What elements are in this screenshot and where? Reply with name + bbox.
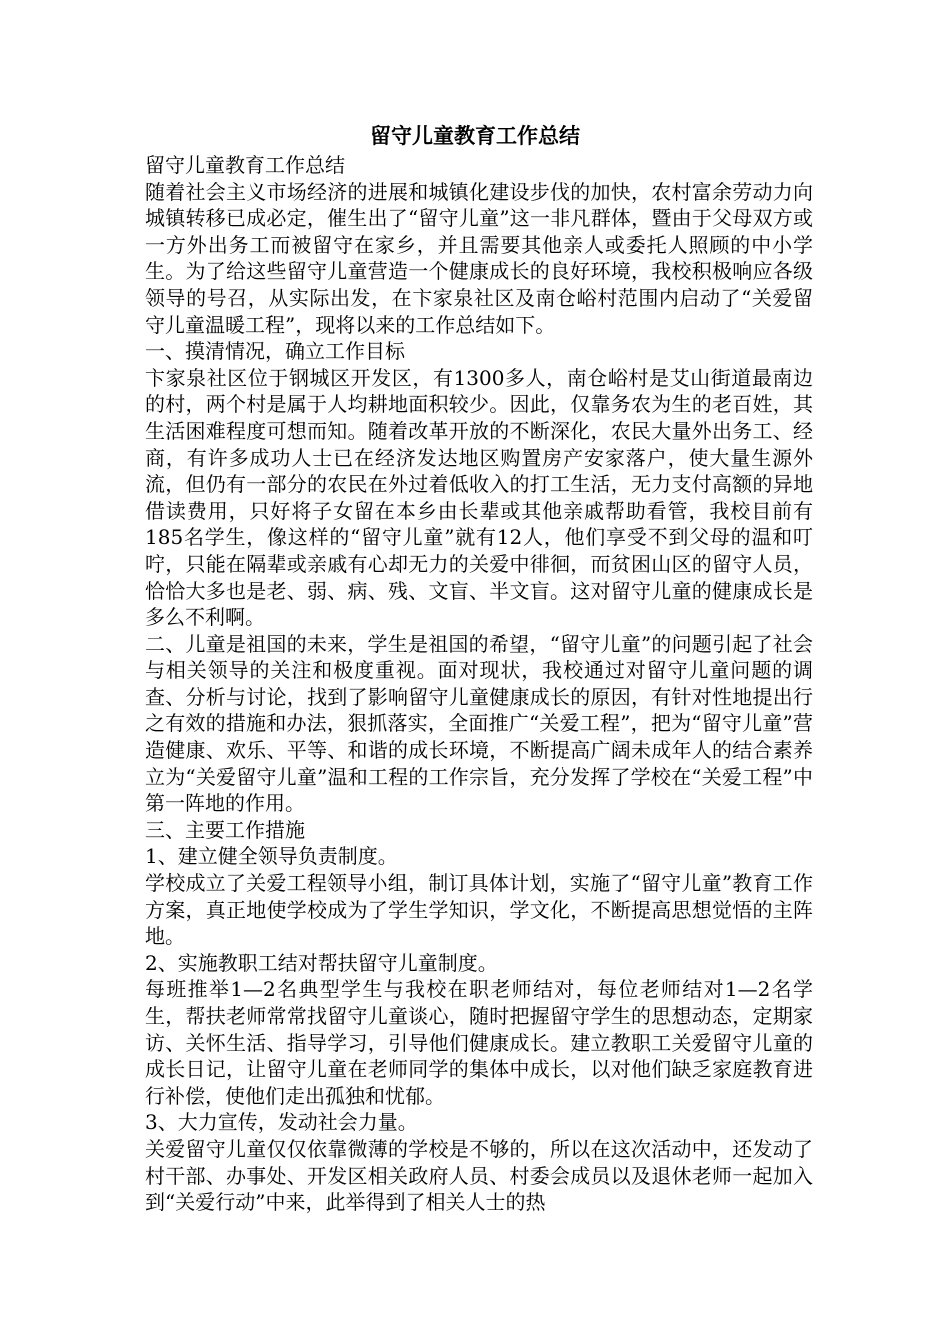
measure-heading-2: 2、实施教职工结对帮扶留守儿童制度。	[145, 950, 498, 975]
document-title: 留守儿童教育工作总结	[370, 124, 580, 148]
measure-heading-3: 3、大力宣传，发动社会力量。	[145, 1110, 418, 1135]
paragraph-measure-2: 每班推举1—2名典型学生与我校在职老师结对，每位老师结对1—2名学生，帮扶老师常常找留守儿童谈心，随时把握留守学生的思想动态，定期家访、关怀生活、指导学习，引导他们健康成长。建立教职工关爱留守儿童的成长日记，让留守儿童在老师同学的集体中成长，以对他们缺乏家庭教育进行补偿，使他们走出孤独和忧郁。	[145, 977, 813, 1108]
paragraph-intro: 随着社会主义市场经济的进展和城镇化建设步伐的加快，农村富余劳动力向城镇转移已成必定，催生出了“留守儿童”这一非凡群体，暨由于父母双方或一方外出务工而被留守在家乡，并且需要其他亲人或委托人照顾的中小学生。为了给这些留守儿童营造一个健康成长的良好环境，我校积极响应各级领导的号召，从实际出发，在卞家泉社区及南仓峪村范围内启动了“关爱留守儿童温暖工程”，现将以来的工作总结如下。	[145, 179, 813, 337]
section-heading-1: 一、摸清情况，确立工作目标	[145, 339, 405, 364]
paragraph-situation: 卞家泉社区位于钢城区开发区，有1300多人，南仓峪村是艾山街道最南边的村，两个村是属于人均耕地面积较少。因此，仅靠务农为生的老百姓，其生活困难程度可想而知。随着改革开放的不断深化，农民大量外出务工、经商，有许多成功人士已在经济发达地区购置房产安家落户，使大量生源外流，但仍有一部分的农民在外过着低收入的打工生活，无力支付高额的异地借读费用，只好将子女留在本乡由长辈或其他亲戚帮助看管，我校目前有185名学生，像这样的“留守儿童”就有12人，他们享受不到父母的温和叮咛，只能在隔辈或亲戚有心却无力的关爱中徘徊，而贫困山区的留守人员，恰恰大多也是老、弱、病、残、文盲、半文盲。这对留守儿童的健康成长是多么不利啊。	[145, 365, 813, 630]
measure-heading-1: 1、建立健全领导负责制度。	[145, 844, 398, 869]
paragraph-section-2: 二、儿童是祖国的未来，学生是祖国的希望，“留守儿童”的问题引起了社会与相关领导的关注和极度重视。面对现状，我校通过对留守儿童问题的调查、分析与讨论，找到了影响留守儿童健康成长的原因，有针对性地提出行之有效的措施和办法，狠抓落实，全面推广“关爱工程”，把为“留守儿童”营造健康、欢乐、平等、和谐的成长环境，不断提高广阔未成年人的结合素养立为“关爱留守儿童”温和工程的工作宗旨，充分发挥了学校在“关爱工程”中第一阵地的作用。	[145, 631, 813, 816]
section-heading-3: 三、主要工作措施	[145, 817, 305, 842]
paragraph-measure-1: 学校成立了关爱工程领导小组，制订具体计划，实施了“留守儿童”教育工作方案，真正地使学校成为了学生学知识，学文化，不断提高思想觉悟的主阵地。	[145, 871, 813, 949]
document-body	[145, 152, 813, 1216]
subtitle-line: 留守儿童教育工作总结	[145, 153, 345, 177]
paragraph-measure-3: 关爱留守儿童仅仅依靠微薄的学校是不够的，所以在这次活动中，还发动了村干部、办事处、开发区相关政府人员、村委会成员以及退休老师一起加入到“关爱行动”中来，此举得到了相关人士的热	[145, 1136, 813, 1215]
